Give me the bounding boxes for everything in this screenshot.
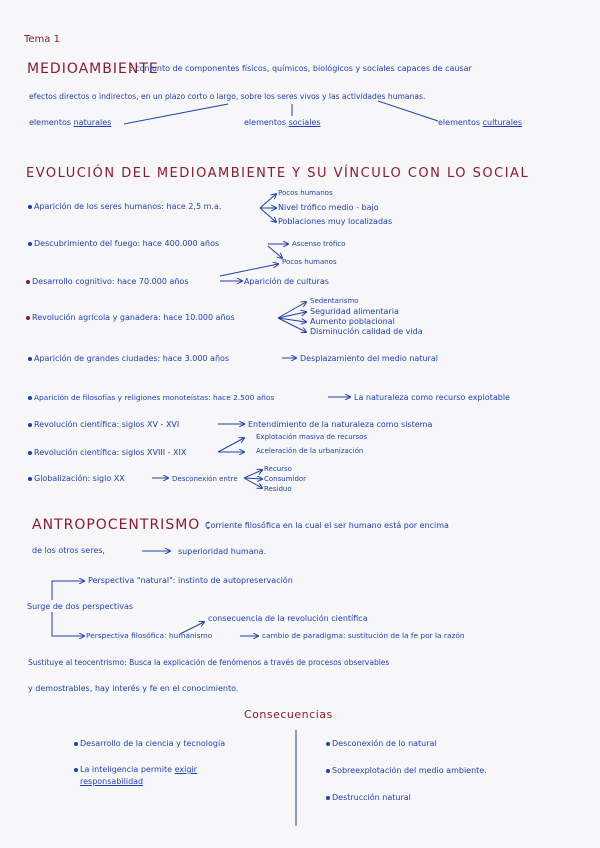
elementos-naturales — [29, 118, 111, 128]
bullet-dot — [28, 357, 32, 361]
bullet-dot — [28, 242, 32, 246]
cognitivo-item: Desarrollo cognitivo: hace 70.000 años — [32, 277, 189, 286]
fuego-branch-1: Ascenso trófico — [292, 240, 346, 248]
antropo-def-line1: Corriente filosófica en la cual el ser humano está por encima — [205, 521, 449, 530]
perspectiva-filosofica-result: cambio de paradigma: sustitución de la fe por la razón — [262, 631, 465, 640]
bullet-dot — [326, 769, 330, 773]
globalizacion-branch-3: Residuo — [264, 485, 292, 493]
consecuencia-left-2-underlined: exigir — [174, 765, 197, 774]
globalizacion-branch-1: Recurso — [264, 465, 292, 473]
elementos-naturales-pre: elementos — [29, 118, 72, 127]
aparicion-branch-2: Nivel trófico medio - bajo — [278, 203, 379, 212]
perspectiva-filosofica: Perspectiva filosófica: humanismo — [86, 631, 213, 640]
consecuencia-left-2-pre: La inteligencia permite — [80, 765, 173, 774]
medio-def-line2: efectos directos o indirectos, en un plazo corto o largo, sobre los seres vivos y las actividades humanas. — [29, 92, 426, 101]
consecuencia-right-2: Sobreexplotación del medio ambiente. — [332, 766, 487, 775]
cientifica-2-item: Revolución científica: siglos XVIII - XIX — [34, 448, 187, 457]
agricola-item: Revolución agrícola y ganadera: hace 10.000 años — [32, 313, 235, 322]
consecuencia-revolucion: consecuencia de la revolución científica — [208, 614, 368, 623]
surge-perspectivas: Surge de dos perspectivas — [27, 602, 134, 611]
consecuencia-right-3: Destrucción natural — [332, 793, 411, 802]
fuego-item: Descubrimiento del fuego: hace 400.000 años — [34, 239, 220, 248]
globalizacion-result: Desconexión entre — [172, 475, 238, 483]
elementos-culturales-pre: elementos — [438, 118, 481, 127]
aparicion-item: Aparición de los seres humanos: hace 2,5 m.a. — [34, 202, 222, 211]
fuego-branch-2: Pocos humanos — [282, 258, 337, 266]
bullet-dot — [28, 423, 32, 427]
ciudades-result: Desplazamiento del medio natural — [300, 354, 438, 363]
medio-title: MEDIOAMBIENTE — [27, 61, 159, 77]
antropo-def-line2: de los otros seres, — [32, 546, 105, 555]
elementos-sociales-pre: elementos — [244, 118, 287, 127]
agricola-branch-2: Seguridad alimentaria — [310, 307, 399, 316]
elementos-culturales-word: culturales — [482, 118, 523, 127]
bullet-dot — [26, 280, 30, 284]
cientifica-2-branch-2: Aceleración de la urbanización — [256, 447, 364, 455]
filosofias-item: Aparición de filosofías y religiones monoteístas: hace 2.500 años — [34, 393, 275, 402]
elementos-sociales — [244, 118, 321, 128]
antropo-title: ANTROPOCENTRISMO : — [32, 517, 212, 533]
globalizacion-branch-2: Consumidor — [264, 475, 307, 483]
evolucion-title: EVOLUCIÓN DEL MEDIOAMBIENTE Y SU VÍNCULO CON LO SOCIAL — [26, 166, 530, 181]
perspectiva-natural: Perspectiva "natural": instinto de autopreservación — [88, 576, 293, 585]
cognitivo-result: Aparición de culturas — [244, 277, 329, 286]
agricola-branch-4: Disminución calidad de vida — [310, 327, 423, 336]
bullet-dot — [326, 742, 330, 746]
bullet-dot — [326, 796, 330, 800]
bullet-dot — [74, 768, 78, 772]
aparicion-branch-1: Pocos humanos — [278, 189, 333, 197]
ciudades-item: Aparición de grandes ciudades: hace 3.000 años — [34, 354, 230, 363]
consecuencia-left-2 — [80, 765, 197, 775]
globalizacion-item: Globalización: siglo XX — [34, 474, 125, 483]
sustituye-line2: y demostrables, hay interés y fe en el conocimiento. — [28, 684, 239, 693]
consecuencias-title: Consecuencias — [244, 708, 333, 721]
cientifica-2-branch-1: Explotación masiva de recursos — [256, 433, 368, 441]
sustituye-line1: Sustituye al teocentrismo: Busca la explicación de fenómenos a través de procesos observables — [28, 658, 390, 667]
bullet-dot — [28, 396, 32, 400]
bullet-dot — [28, 451, 32, 455]
bullet-dot — [28, 205, 32, 209]
medio-def-line1: : conjunto de componentes físicos, químicos, biológicos y sociales capaces de causar — [130, 64, 472, 73]
elementos-sociales-word: sociales — [288, 118, 321, 127]
consecuencia-left-2-cont: responsabilidad — [80, 777, 144, 786]
cientifica-1-result: Entendimiento de la naturaleza como sistema — [248, 420, 433, 429]
bullet-dot — [26, 316, 30, 320]
elementos-naturales-word: naturales — [73, 118, 112, 127]
bullet-dot — [28, 477, 32, 481]
agricola-branch-1: Sedentarismo — [310, 297, 359, 305]
agricola-branch-3: Aumento poblacional — [310, 317, 395, 326]
consecuencia-right-1: Desconexión de lo natural — [332, 739, 437, 748]
filosofias-result: La naturaleza como recurso explotable — [354, 393, 510, 402]
elementos-culturales — [438, 118, 522, 128]
cientifica-1-item: Revolución científica: siglos XV - XVI — [34, 420, 180, 429]
antropo-def-result: superioridad humana. — [178, 547, 267, 556]
tema-label: Tema 1 — [24, 34, 60, 45]
consecuencia-left-1: Desarrollo de la ciencia y tecnología — [80, 739, 226, 748]
bullet-dot — [74, 742, 78, 746]
aparicion-branch-3: Poblaciones muy localizadas — [278, 217, 393, 226]
